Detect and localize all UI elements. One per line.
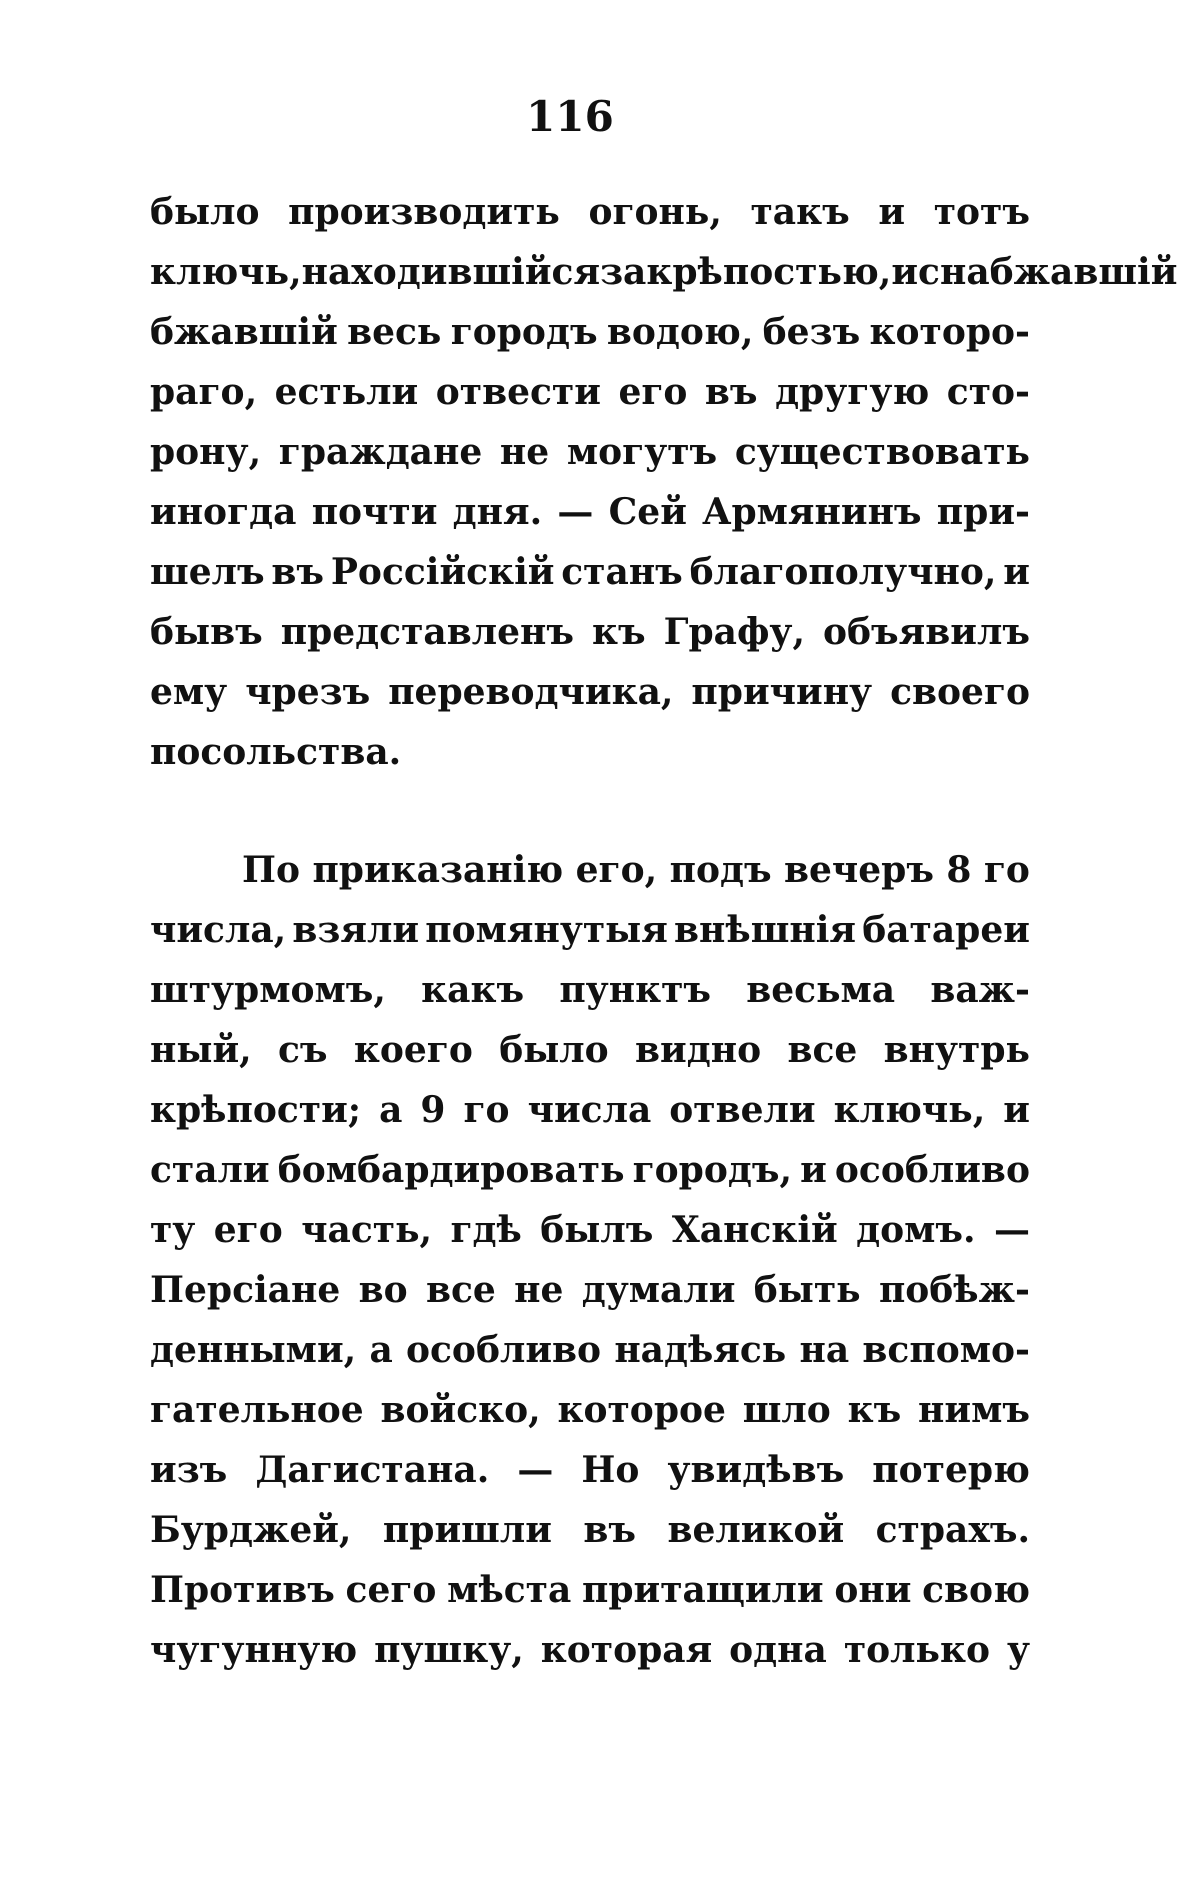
- word: нимъ: [918, 1389, 1030, 1431]
- word: весь: [347, 311, 442, 353]
- word: объявилъ: [823, 611, 1030, 653]
- word: не: [514, 1269, 564, 1311]
- word: было: [150, 191, 260, 233]
- word: граждане: [278, 431, 483, 473]
- word: штурмомъ,: [150, 969, 386, 1011]
- text-line: [150, 542, 1030, 602]
- word: побѣж-: [878, 1269, 1030, 1311]
- word: вспомо-: [862, 1329, 1030, 1371]
- word: Но: [581, 1449, 640, 1491]
- word: станъ: [561, 551, 683, 593]
- word: гдѣ: [450, 1209, 522, 1251]
- word: вечеръ: [784, 849, 934, 891]
- text-line: [150, 1500, 1030, 1560]
- word: а: [369, 1329, 393, 1371]
- text-line: [150, 422, 1030, 482]
- word: внутрь: [883, 1029, 1030, 1071]
- word: Персіане: [150, 1269, 341, 1311]
- page-number: 116: [526, 92, 614, 141]
- word: раго,: [150, 371, 258, 413]
- word: ему: [150, 671, 228, 713]
- word: было: [499, 1029, 609, 1071]
- text-line: [150, 182, 1030, 242]
- word: которо-: [869, 311, 1030, 353]
- word: страхъ.: [875, 1509, 1030, 1551]
- word: и: [800, 1149, 827, 1191]
- text-line: [150, 1200, 1030, 1260]
- word: которая: [540, 1629, 713, 1671]
- word: взяли: [292, 909, 420, 951]
- word: снабжавшій: [918, 251, 1177, 293]
- word: шелъ: [150, 551, 265, 593]
- word: домъ.: [856, 1209, 976, 1251]
- word: приказанію: [312, 849, 564, 891]
- word: сто-: [946, 371, 1030, 413]
- word: во: [358, 1269, 408, 1311]
- text-line: [150, 960, 1030, 1020]
- word: 9: [420, 1089, 446, 1131]
- word: существовать: [734, 431, 1030, 473]
- word: могутъ: [566, 431, 718, 473]
- word: находившійся: [301, 251, 601, 293]
- word: и: [1003, 551, 1030, 593]
- text-line: [150, 1020, 1030, 1080]
- word: великой: [667, 1509, 845, 1551]
- word: —: [994, 1209, 1030, 1251]
- word: бжавшій: [150, 311, 338, 353]
- text-line: [150, 242, 1177, 302]
- word: крѣпости;: [150, 1089, 362, 1131]
- word: только: [843, 1629, 990, 1671]
- word: потерю: [872, 1449, 1030, 1491]
- word: какъ: [421, 969, 525, 1011]
- word: стали: [150, 1149, 270, 1191]
- word: такъ: [750, 191, 850, 233]
- word: важ-: [930, 969, 1030, 1011]
- word: своего: [890, 671, 1030, 713]
- word: рону,: [150, 431, 262, 473]
- word: помянутыя: [425, 909, 668, 951]
- word: у: [1006, 1629, 1030, 1671]
- word: отвести: [435, 371, 601, 413]
- word: крѣпостью,: [646, 251, 892, 293]
- text-line: [150, 1440, 1030, 1500]
- word: войско,: [380, 1389, 541, 1431]
- word: переводчика,: [388, 671, 674, 713]
- word: а: [379, 1089, 403, 1131]
- word: въ: [583, 1509, 637, 1551]
- word: на: [799, 1329, 850, 1371]
- word: въ: [704, 371, 758, 413]
- text-line: [150, 722, 1030, 782]
- word: гательное: [150, 1389, 364, 1431]
- word: ту: [150, 1209, 196, 1251]
- word: иногда: [150, 491, 297, 533]
- word: Противъ: [150, 1569, 335, 1611]
- word: городъ,: [632, 1149, 792, 1191]
- word: Армянинъ: [702, 491, 922, 533]
- word: былъ: [540, 1209, 654, 1251]
- word: все: [787, 1029, 858, 1071]
- word: дня.: [452, 491, 543, 533]
- word: Ханскій: [671, 1209, 838, 1251]
- word: ключь,: [833, 1089, 986, 1131]
- word: его: [618, 371, 688, 413]
- word: надѣясь: [614, 1329, 787, 1371]
- word: естьли: [274, 371, 419, 413]
- paragraph-2: [150, 840, 1030, 1680]
- word: Графу,: [663, 611, 806, 653]
- text-line: [150, 840, 1030, 900]
- word: 8: [946, 849, 972, 891]
- word: при-: [936, 491, 1030, 533]
- word: къ: [847, 1389, 902, 1431]
- word: По: [242, 849, 301, 891]
- word: они: [834, 1569, 912, 1611]
- word: производить: [288, 191, 560, 233]
- word: городъ: [450, 311, 598, 353]
- word: весьма: [746, 969, 896, 1011]
- text-line: [150, 1620, 1030, 1680]
- word: изъ: [150, 1449, 228, 1491]
- word: —: [517, 1449, 554, 1491]
- word: ключь,: [150, 251, 302, 293]
- word: мѣста: [447, 1569, 572, 1611]
- word: не: [499, 431, 550, 473]
- word: и: [891, 251, 919, 293]
- word: денными,: [150, 1329, 357, 1371]
- word: за: [600, 251, 647, 293]
- word: Сей: [608, 491, 687, 533]
- word: Бурджей,: [150, 1509, 352, 1551]
- word: все: [425, 1269, 496, 1311]
- word: огонь,: [588, 191, 722, 233]
- word: подъ: [669, 849, 772, 891]
- word: съ: [278, 1029, 328, 1071]
- word: къ: [591, 611, 646, 653]
- word: увидѣвъ: [667, 1449, 845, 1491]
- word: почти: [311, 491, 438, 533]
- word: думали: [581, 1269, 736, 1311]
- word: бывъ: [150, 611, 263, 653]
- word: пушку,: [374, 1629, 524, 1671]
- text-line: [150, 1260, 1030, 1320]
- word: особливо: [406, 1329, 602, 1371]
- word: безъ: [762, 311, 861, 353]
- word: отвели: [669, 1089, 816, 1131]
- word: которое: [557, 1389, 726, 1431]
- word: шло: [742, 1389, 831, 1431]
- word: Россійскій: [330, 551, 555, 593]
- word: числа,: [150, 909, 287, 951]
- word: го: [983, 849, 1030, 891]
- word: числа: [527, 1089, 652, 1131]
- word: его,: [575, 849, 658, 891]
- word: притащили: [582, 1569, 824, 1611]
- word: тотъ: [933, 191, 1030, 233]
- text-line: [150, 900, 1030, 960]
- text-line: [150, 482, 1030, 542]
- text-line: [150, 1080, 1030, 1140]
- text-line: [150, 1560, 1030, 1620]
- text-line: [150, 602, 1030, 662]
- word: представленъ: [280, 611, 574, 653]
- word: внѣшнія: [674, 909, 857, 951]
- text-line: [150, 1380, 1030, 1440]
- word: бомбардировать: [277, 1149, 625, 1191]
- word: водою,: [606, 311, 754, 353]
- word: часть,: [301, 1209, 433, 1251]
- text-line: [150, 662, 1030, 722]
- text-line: [150, 1320, 1030, 1380]
- word: въ: [271, 551, 325, 593]
- word: пришли: [382, 1509, 552, 1551]
- paragraph-1: [150, 182, 1177, 782]
- word: благополучно,: [689, 551, 997, 593]
- word: коего: [353, 1029, 473, 1071]
- word: причину: [691, 671, 873, 713]
- word: быть: [753, 1269, 861, 1311]
- word: видно: [635, 1029, 762, 1071]
- text-line: [150, 302, 1030, 362]
- word: го: [463, 1089, 510, 1131]
- word: посольства.: [150, 731, 402, 773]
- text-line: [150, 1140, 1030, 1200]
- word: другую: [775, 371, 930, 413]
- word: —: [557, 491, 594, 533]
- word: чугунную: [150, 1629, 358, 1671]
- word: свою: [922, 1569, 1030, 1611]
- text-line: [150, 362, 1030, 422]
- word: Дагистана.: [255, 1449, 490, 1491]
- word: и: [878, 191, 906, 233]
- word: одна: [729, 1629, 827, 1671]
- word: его: [213, 1209, 283, 1251]
- word: чрезъ: [245, 671, 371, 713]
- word: батареи: [862, 909, 1030, 951]
- word: сего: [345, 1569, 437, 1611]
- word: особливо: [834, 1149, 1030, 1191]
- word: пунктъ: [559, 969, 711, 1011]
- word: ный,: [150, 1029, 252, 1071]
- word: и: [1003, 1089, 1030, 1131]
